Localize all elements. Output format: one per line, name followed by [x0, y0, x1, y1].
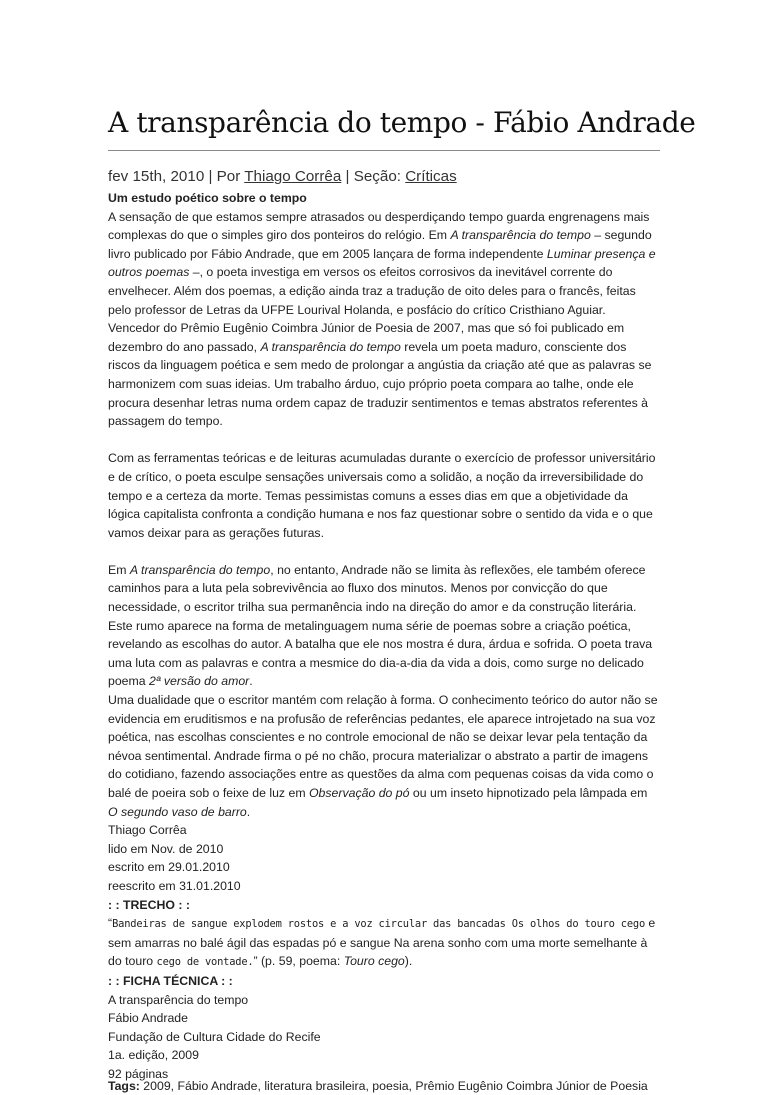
paragraph-5: Uma dualidade que o escritor mantém com relação à forma. O conhecimento teórico do autor não se evidencia em eruditismos e na profusão de referências pedantes, ele aparece introjetado na sua voz poética, nas escolhas conscientes e no controle emocional de não se deixar levar pela tentação da névoa sentimental. Andrade firma o pé no chão, procura materializar o abstrato a partir de imagens do cotidiano, fazendo associações entre as questões da alma com pequenas coisas da vida como o balé de poeira sob o feixe de luz em Observação do pó ou um inseto hipnotizado pela lâmpada em O segundo vaso de barro.: [108, 691, 660, 821]
tags-line: [108, 1077, 660, 1095]
ficha-heading: : : FICHA TÉCNICA : :: [108, 972, 660, 991]
article-subtitle: Um estudo poético sobre o tempo: [108, 189, 660, 208]
trecho-quote: “Bandeiras de sangue explodem rostos e a voz circular das bancadas Os olhos do touro cego e sem amarras no balé ágil das espadas pó e sangue Na arena sonho com uma morte semelhante à do touro cego de vontade.” (p. 59, poema: Touro cego).: [108, 914, 660, 972]
spacer: [108, 431, 660, 450]
paragraph-4: Em A transparência do tempo, no entanto, Andrade não se limita às reflexões, ele também oferece caminhos para a luta pela sobrevivência ao fluxo dos minutos. Menos por convicção do que necessidade, o escritor trilha sua permanência indo na direção do amor e da construção literária. Este rumo aparece na forma de metalinguagem numa série de poemas sobre a criação poética, revelando as escolhas do autor. A batalha que ele nos mostra é dura, árdua e sofrida. O poeta trava uma luta com as palavras e contra a mesmice do dia-a-dia da vida a dois, como surge no delicado poema 2ª versão do amor.: [108, 561, 660, 691]
ficha-line-4: 1a. edição, 2009: [108, 1046, 660, 1065]
paragraph-1: A sensação de que estamos sempre atrasados ou desperdiçando tempo guarda engrenagens mais complexas do que o simples giro dos ponteiros do relógio. Em A transparência do tempo – segundo livro publicado por Fábio Andrade, que em 2005 lançara de forma independente Luminar presença e outros poemas –, o poeta investiga em versos os efeitos corrosivos da inevitável corrente do envelhecer. Além dos poemas, a edição ainda traz a tradução de oito deles para o francês, feitas pelo professor de Letras da UFPE Lourival Holanda, e posfácio do crítico Cristhiano Aguiar.: [108, 208, 660, 320]
signature-line-2: lido em Nov. de 2010: [108, 840, 660, 859]
signature-line-1: Thiago Corrêa: [108, 821, 660, 840]
signature-line-4: reescrito em 31.01.2010: [108, 877, 660, 896]
ficha-line-2: Fábio Andrade: [108, 1009, 660, 1028]
trecho-heading: : : TRECHO : :: [108, 896, 660, 915]
tags-label: Tags:: [108, 1079, 140, 1093]
post-meta: [108, 166, 660, 188]
paragraph-2: Vencedor do Prêmio Eugênio Coimbra Júnior de Poesia de 2007, mas que só foi publicado em dezembro do ano passado, A transparência do tempo revela um poeta maduro, consciente dos riscos da linguagem poética e sem medo de prolongar a angústia da criação até que as palavras se harmonizem com suas ideias. Um trabalho árduo, cujo próprio poeta compara ao talhe, onde ele procura desenhar letras numa ordem capaz de traduzir sentimentos e temas abstratos referentes à passagem do tempo.: [108, 319, 660, 431]
section-link[interactable]: Críticas: [405, 168, 456, 185]
section-prefix: | Seção:: [341, 168, 405, 185]
ficha-line-1: A transparência do tempo: [108, 991, 660, 1010]
spacer: [108, 542, 660, 561]
title-divider: [108, 150, 660, 151]
author-link[interactable]: Thiago Corrêa: [244, 168, 341, 185]
paragraph-3: Com as ferramentas teóricas e de leituras acumuladas durante o exercício de professor universitário e de crítico, o poeta esculpe sensações universais como a solidão, a noção da irreversibilidade do tempo e a certeza da morte. Temas pessimistas comuns a esses dias em que a objetividade da lógica capitalista confronta a condição humana e nos faz questionar sobre o sentido da vida e o que vamos deixar para as gerações futuras.: [108, 449, 660, 542]
page-title: A transparência do tempo - Fábio Andrade: [108, 106, 695, 139]
signature-line-3: escrito em 29.01.2010: [108, 858, 660, 877]
tags-list: 2009, Fábio Andrade, literatura brasileira, poesia, Prêmio Eugênio Coimbra Júnior de Poesia: [140, 1079, 648, 1093]
post-date: fev 15th, 2010: [108, 168, 204, 185]
by-prefix: | Por: [204, 168, 244, 185]
ficha-line-5: 92 páginas: [108, 1065, 660, 1084]
ficha-line-3: Fundação de Cultura Cidade do Recife: [108, 1028, 660, 1047]
article-body: [108, 166, 660, 1095]
